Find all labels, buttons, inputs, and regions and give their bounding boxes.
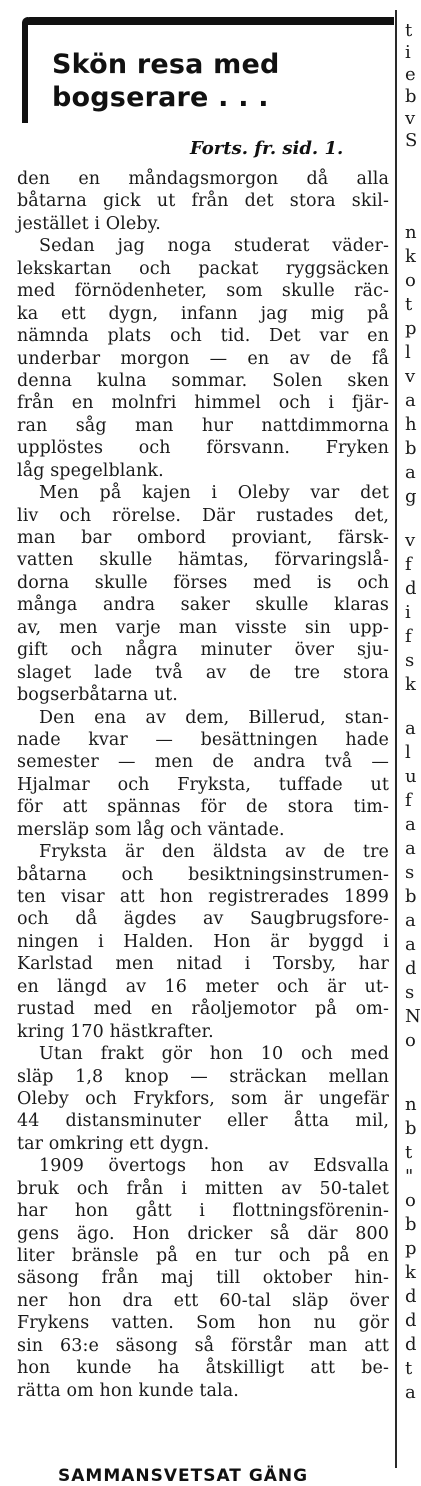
text-line: låg spegelblank. — [17, 460, 164, 481]
neighbor-column-fragment: a — [405, 838, 416, 859]
neighbor-column-fragment: a — [405, 718, 416, 739]
text-line: sin 63:e säsong så förstår man att — [17, 1335, 389, 1356]
text-line: underbar morgon — en av de få — [17, 348, 389, 369]
neighbor-column-fragment: h — [405, 414, 417, 435]
column-rule-top — [395, 10, 397, 170]
text-line: ner hon dra ett 60-tal släp över — [17, 1290, 389, 1311]
text-line: liter bränsle på en tur och på en — [17, 1246, 389, 1266]
text-line: semester — men de andra två — — [17, 752, 389, 773]
text-line: upplöstes och försvann. Fryken — [17, 438, 389, 459]
text-line: säsong från maj till oktober hin- — [17, 1268, 389, 1289]
neighbor-column-fragment: i — [405, 602, 411, 623]
text-line: ka ett dygn, infann jag mig på — [17, 303, 389, 324]
neighbor-column-fragment: t — [405, 1142, 413, 1163]
text-line: med förnödenheter, som skulle räc- — [17, 281, 389, 302]
text-line: för att spännas för de stora tim- — [17, 797, 389, 818]
text-line: gens ägo. Hon dricker så där 800 — [17, 1223, 389, 1244]
neighbor-column-fragment: p — [405, 1238, 417, 1259]
article-paragraph — [17, 1155, 389, 1402]
text-line: av, men varje man visste sin upp- — [17, 617, 389, 638]
neighbor-column-fragment: o — [405, 270, 416, 291]
text-line: båtarna och besiktningsinstrumen- — [17, 864, 389, 885]
neighbor-column-fragment: d — [405, 1310, 417, 1331]
neighbor-column-fragment: t — [405, 294, 413, 315]
neighbor-column-fragment: a — [405, 390, 416, 411]
neighbor-column-fragment: b — [405, 1118, 417, 1139]
text-line: bogserbåtarna ut. — [17, 685, 178, 706]
text-line: 1909 övertogs hon av Edsvalla — [39, 1156, 389, 1177]
headline-frame-left-rule — [22, 17, 28, 123]
text-line: nämnda plats och tid. Det var en — [17, 326, 389, 347]
text-line: Fryksta är den äldsta av de tre — [39, 842, 389, 863]
text-line: den en måndagsmorgon då alla — [17, 169, 389, 189]
neighbor-column-fragment: d — [405, 958, 417, 979]
text-line: denna kulna sommar. Solen sken — [17, 370, 389, 391]
text-line: vatten skulle hämtas, förvaringslå- — [17, 550, 389, 571]
neighbor-column-fragment: p — [405, 318, 417, 339]
text-line: en längd av 16 meter och är ut- — [17, 976, 389, 997]
text-line: man bar ombord proviant, färsk- — [17, 528, 389, 548]
article-paragraph — [17, 168, 389, 235]
neighbor-column-fragment: l — [405, 742, 411, 763]
text-line: nade kvar — besättningen hade — [17, 729, 389, 750]
neighbor-column-fragment: f — [405, 790, 412, 811]
neighbor-column-fragment: s — [405, 650, 415, 671]
text-line: 44 distansminuter eller åtta mil, — [17, 1111, 389, 1132]
text-line: mersläp som låg och väntade. — [17, 819, 285, 840]
neighbor-column-fragment: k — [405, 1262, 416, 1283]
article-headline — [52, 48, 372, 114]
neighbor-column-fragment: s — [405, 862, 415, 883]
text-line: bruk och från i mitten av 50-talet — [17, 1178, 389, 1199]
column-rule — [395, 168, 397, 1468]
neighbor-column-fragment: n — [405, 222, 417, 243]
neighbor-column-fragment: a — [405, 462, 416, 483]
article-paragraph — [17, 235, 389, 482]
neighbor-column-fragment: k — [405, 674, 416, 695]
text-line: Den ena av dem, Billerud, stan- — [39, 707, 389, 728]
neighbor-column-fragment: o — [405, 1190, 416, 1211]
neighbor-column-fragment: b — [405, 438, 417, 459]
text-line: båtarna gick ut från det stora skil- — [17, 191, 389, 212]
neighbor-column-fragment: d — [405, 578, 417, 599]
text-line: hon kunde ha åtskilligt att be- — [17, 1358, 389, 1379]
article-paragraph — [17, 707, 389, 842]
neighbor-column-fragment: t — [405, 1358, 413, 1379]
neighbor-column-fragment: u — [405, 766, 417, 787]
continued-from-note: Forts. fr. sid. 1. — [190, 138, 344, 159]
text-line: har hon gått i flottningsförenin- — [17, 1201, 389, 1222]
next-section-heading: SAMMANSVETSAT GÄNG — [58, 1466, 309, 1486]
article-paragraph — [17, 841, 389, 1043]
article-paragraph — [17, 1043, 389, 1155]
neighbor-column-fragment: t — [405, 20, 413, 41]
neighbor-column-fragment: i — [405, 42, 411, 63]
neighbor-column-fragment: n — [405, 1094, 417, 1115]
text-line: dorna skulle förses med is och — [17, 572, 389, 593]
text-line: rätta om hon kunde tala. — [17, 1380, 239, 1401]
text-line: Oleby och Frykfors, som är ungefär — [17, 1088, 389, 1109]
text-line: släp 1,8 knop — sträckan mellan — [17, 1066, 389, 1087]
article-body — [17, 168, 389, 1402]
text-line: Frykens vatten. Som hon nu gör — [17, 1313, 389, 1334]
text-line: gift och några minuter över sju- — [17, 640, 389, 661]
neighbor-column-fragment: a — [405, 910, 416, 931]
text-line: jestället i Oleby. — [17, 213, 161, 234]
text-line: från en molnfri himmel och i fjär- — [17, 393, 389, 414]
neighbor-column-fragment: a — [405, 1382, 416, 1403]
text-line: slaget lade två av de tre stora — [17, 662, 389, 683]
neighbor-column-fragment: b — [405, 886, 417, 907]
text-line: Sedan jag noga studerat väder- — [39, 236, 389, 257]
text-line: lekskartan och packat ryggsäcken — [17, 258, 389, 279]
neighbor-column-fragment: s — [405, 982, 415, 1003]
text-line: ningen i Halden. Hon är byggd i — [17, 931, 389, 952]
neighbor-column-fragment: " — [405, 1166, 414, 1187]
neighbor-column-fragment: v — [405, 530, 416, 551]
neighbor-column-fragment: f — [405, 554, 412, 575]
neighbor-column-fragment: d — [405, 1286, 417, 1307]
neighbor-column-fragment: f — [405, 626, 412, 647]
neighbor-column-fragment: o — [405, 1030, 416, 1051]
neighbor-column-fragment: e — [405, 64, 416, 85]
text-line: ran såg man hur nattdimmorna — [17, 415, 389, 436]
neighbor-column-fragment: a — [405, 814, 416, 835]
text-line: och då ägdes av Saugbrugsfore- — [17, 909, 389, 930]
neighbor-column-fragment: k — [405, 246, 416, 267]
text-line: Men på kajen i Oleby var det — [39, 483, 389, 504]
text-line: många andra saker skulle klaras — [17, 595, 389, 616]
headline-frame-top-rule — [22, 17, 394, 25]
neighbor-column-fragment: S — [405, 130, 418, 151]
neighbor-column-fragment: v — [405, 108, 416, 129]
headline-line: Skön resa med — [52, 49, 280, 80]
text-line: Utan frakt gör hon 10 och med — [39, 1044, 389, 1065]
neighbor-column-fragment: g — [405, 486, 417, 507]
text-line: ten visar att hon registrerades 1899 — [17, 887, 389, 907]
article-paragraph — [17, 482, 389, 706]
text-line: rustad med en råoljemotor på om- — [17, 999, 389, 1020]
text-line: kring 170 hästkrafter. — [17, 1021, 214, 1042]
text-line: liv och rörelse. Där rustades det, — [17, 505, 389, 526]
text-line: Hjalmar och Fryksta, tuffade ut — [17, 774, 389, 795]
neighbor-column-fragment: d — [405, 1334, 417, 1355]
text-line: tar omkring ett dygn. — [17, 1133, 210, 1154]
neighbor-column-fragment: N — [405, 1006, 421, 1027]
neighbor-column-fragment: l — [405, 342, 411, 363]
neighbor-column-fragment: b — [405, 1214, 417, 1235]
neighbor-column — [401, 0, 421, 1479]
neighbor-column-fragment: a — [405, 934, 416, 955]
headline-line: bogserare . . . — [52, 82, 269, 113]
neighbor-column-fragment: v — [405, 366, 416, 387]
text-line: Karlstad men nitad i Torsby, har — [17, 954, 389, 975]
neighbor-column-fragment: b — [405, 86, 417, 107]
